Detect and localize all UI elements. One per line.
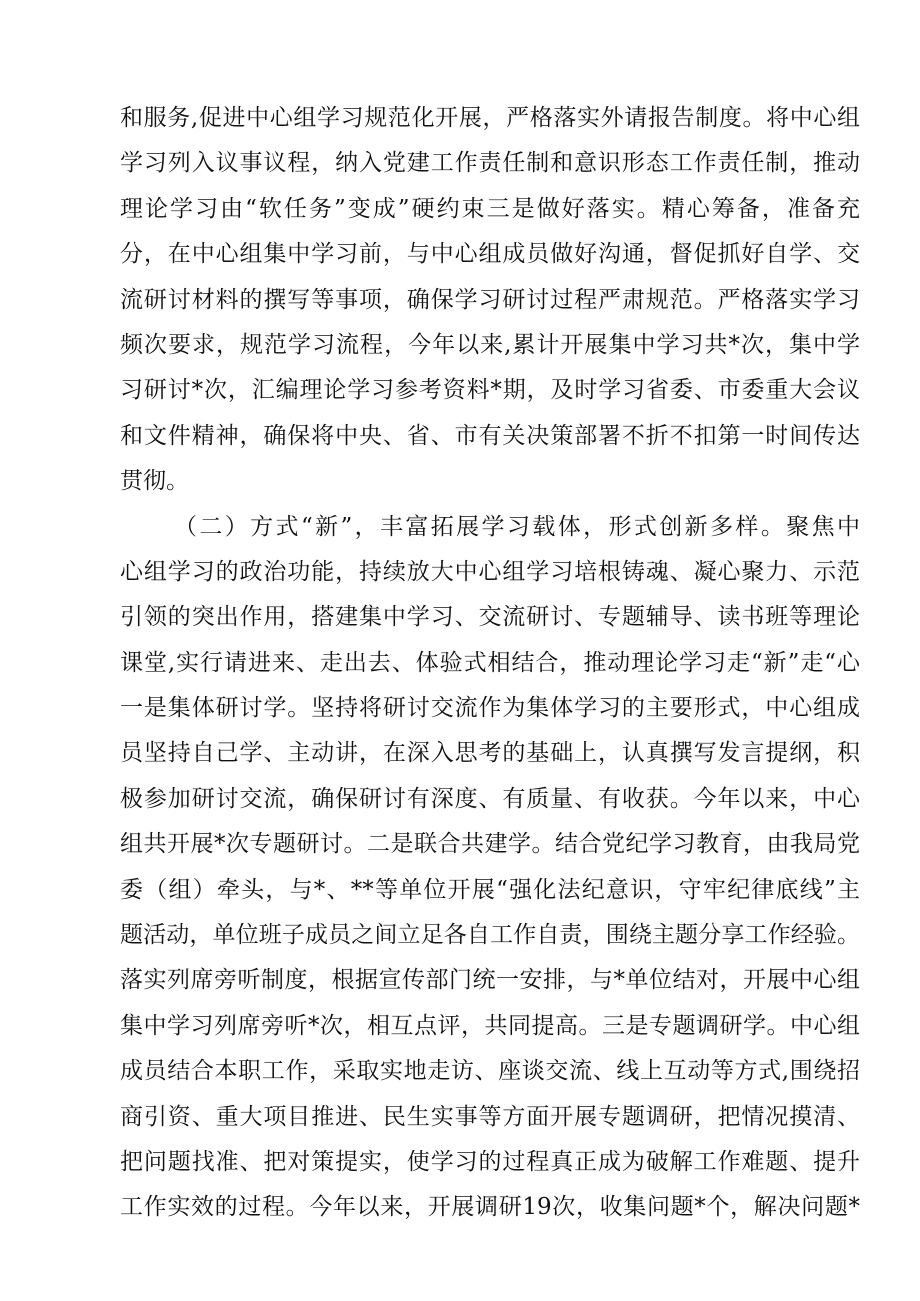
text-line: 学习列入议事议程，纳入党建工作责任制和意识形态工作责任制，推动 xyxy=(120,150,860,177)
text-line: 心组学习的政治功能，持续放大中心组学习培根铸魂、凝心聚力、示范 xyxy=(120,558,860,585)
text-line: 委（组）牵头，与*、**等单位开展“强化法纪意识，守牢纪律底线”主 xyxy=(120,876,860,903)
text-line: 理论学习由“软任务”变成”硬约束三是做好落实。精心筹备，准备充 xyxy=(120,195,860,222)
text-line: 工作实效的过程。今年以来，开展调研19次，收集问题*个，解决问题* xyxy=(120,1194,860,1221)
body-text xyxy=(120,96,860,1231)
section-heading-line: （二）方式“新”，丰富拓展学习载体，形式创新多样。聚焦中 xyxy=(174,513,860,540)
text-line: 集中学习列席旁听*次，相互点评，共同提高。三是专题调研学。中心组 xyxy=(120,1012,860,1039)
text-line: 引领的突出作用，搭建集中学习、交流研讨、专题辅导、读书班等理论 xyxy=(120,604,860,631)
text-line: 一是集体研讨学。坚持将研讨交流作为集体学习的主要形式，中心组成 xyxy=(120,695,860,722)
text-line: 频次要求，规范学习流程，今年以来,累计开展集中学习共*次，集中学 xyxy=(120,331,860,358)
text-line: 员坚持自己学、主动讲，在深入思考的基础上，认真撰写发言提纲，积 xyxy=(120,740,860,767)
text-line: 把问题找准、把对策提实，使学习的过程真正成为破解工作难题、提升 xyxy=(120,1148,860,1175)
text-line: 成员结合本职工作，采取实地走访、座谈交流、线上互动等方式,围绕招 xyxy=(120,1058,860,1085)
text-line: 题活动，单位班子成员之间立足各自工作自责，围绕主题分享工作经验。 xyxy=(120,922,860,949)
text-line: 习研讨*次，汇编理论学习参考资料*期，及时学习省委、市委重大会议 xyxy=(120,377,860,404)
text-line: 商引资、重大项目推进、民生实事等方面开展专题调研，把情况摸清、 xyxy=(120,1103,860,1130)
text-line: 极参加研讨交流，确保研讨有深度、有质量、有收获。今年以来，中心 xyxy=(120,785,860,812)
text-line: 和服务,促进中心组学习规范化开展，严格落实外请报告制度。将中心组 xyxy=(120,105,860,131)
text-line: 流研讨材料的撰写等事项，确保学习研讨过程严肃规范。严格落实学习 xyxy=(120,286,860,313)
text-line: 和文件精神，确保将中央、省、市有关决策部署不折不扣第一时间传达 xyxy=(120,422,860,449)
text-line: 落实列席旁听制度，根据宣传部门统一安排，与*单位结对，开展中心组 xyxy=(120,967,860,994)
text-line: 分，在中心组集中学习前，与中心组成员做好沟通，督促抓好自学、交 xyxy=(120,241,860,268)
text-line: 课堂,实行请进来、走出去、体验式相结合，推动理论学习走“新”走“心 xyxy=(120,649,860,676)
text-line: 贯彻。 xyxy=(120,468,189,495)
text-line: 组共开展*次专题研讨。二是联合共建学。结合党纪学习教育，由我局党 xyxy=(120,831,860,858)
